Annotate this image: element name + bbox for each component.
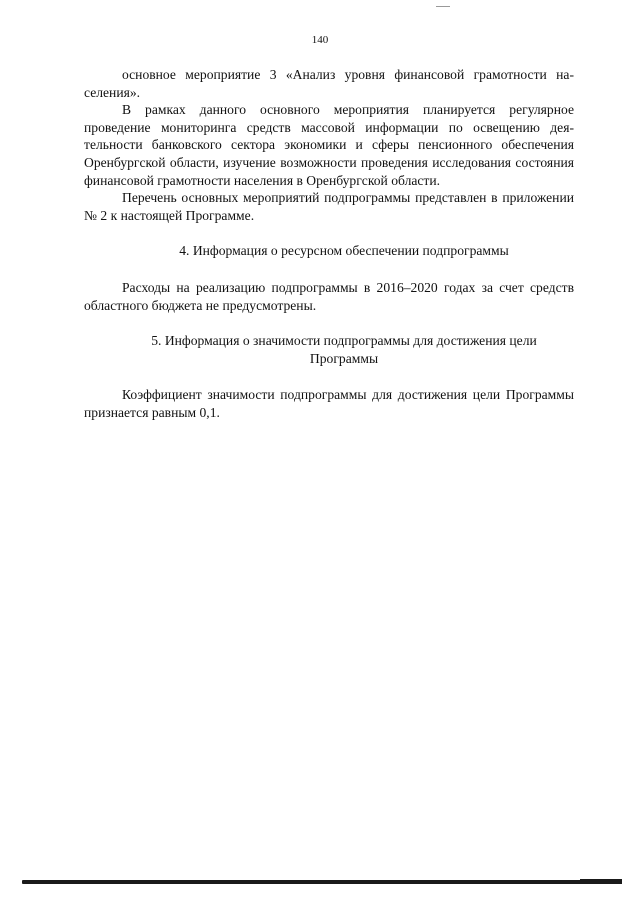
- section-heading-4: 4. Информация о ресурсном обеспечении подпрограммы: [179, 243, 509, 259]
- page-number: 140: [311, 34, 329, 46]
- paragraph-monitoring: В рамках данного основного мероприятия планируется регулярное проведение мониторинга средств массовой информации по освещению деятельности банковского сектора экономики и сферы пенсионного обеспечения Оренбургской области, изучение возможности проведения исследования состояния финансовой грамотности населения в Оренбургской области.: [84, 102, 574, 188]
- page-content: [84, 66, 574, 422]
- spacer: [84, 367, 574, 386]
- section-heading-5-line-1: 5. Информация о значимости подпрограммы для достижения цели: [151, 333, 537, 349]
- paragraph-main-activity-3: основное мероприятие 3 «Анализ уровня финансовой грамотности населения».: [84, 67, 574, 100]
- paragraph-significance-coefficient: Коэффициент значимости подпрограммы для достижения цели Программы признается равным 0,1.: [84, 387, 574, 420]
- spacer: [84, 260, 574, 279]
- paragraph-activities-list: Перечень основных мероприятий подпрограммы представлен в приложении № 2 к настоящей Программе.: [84, 190, 574, 223]
- spacer: [84, 224, 574, 242]
- spacer: [84, 314, 574, 332]
- bottom-scan-edge: [22, 880, 622, 884]
- scan-artifact: [436, 6, 450, 7]
- bottom-scan-edge-right: [580, 879, 622, 884]
- paragraph-expenses: Расходы на реализацию подпрограммы в 2016–2020 годах за счет средств областного бюджета не предусмотрены.: [84, 279, 574, 313]
- section-heading-5-line-2: Программы: [309, 350, 379, 366]
